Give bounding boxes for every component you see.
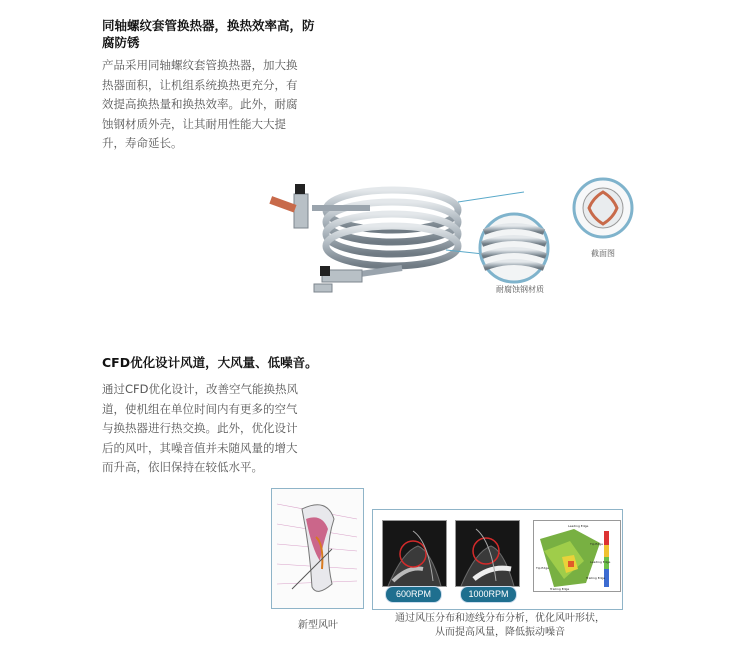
body-line: 道，使机组在单位时间内有更多的空气 (102, 401, 298, 416)
caption-line: 从而提高风量，降低振动噪音 (435, 627, 565, 638)
body-line: 与换热器进行热交换。此外，优化设计 (102, 421, 298, 435)
section1-title-line1: 同轴螺纹套管换热器，换热效率高，防 (102, 18, 315, 33)
body-line: 而升高，依旧保持在较低水平。 (102, 460, 263, 474)
body-line: 通过CFD优化设计，改善空气能换热风 (102, 382, 298, 396)
caption-section-view: 截面图 (591, 249, 615, 258)
section1-body (102, 56, 298, 154)
contour-label: Leading Edge (568, 524, 589, 528)
caption-analysis (380, 612, 620, 640)
fan-blade-image (272, 489, 363, 608)
pressure-contour-image (533, 520, 621, 592)
body-line: 产品采用同轴螺纹套管换热器，加大换 (102, 58, 298, 72)
blade-image-frame (271, 488, 364, 609)
contour-label: Trailing Edge (586, 576, 606, 580)
section1-title (102, 17, 315, 51)
coil-heat-exchanger-image (262, 170, 647, 310)
contour-label: Tip Edge (536, 566, 549, 570)
body-line: 蚀钢材质外壳，让其耐用性能大大提 (102, 116, 286, 131)
body-line: 效提高换热量和换热效率。此外，耐腐 (102, 97, 298, 111)
contour-label: Leading Edge (590, 560, 611, 564)
rpm-1000-badge: 1000RPM (460, 586, 517, 603)
contour-label: Trailing Edge (550, 587, 570, 591)
section2-body (102, 380, 298, 478)
section1-title-line2: 腐防锈 (102, 35, 140, 50)
caption-new-blade: 新型风叶 (298, 620, 338, 631)
body-line: 热器面积，让机组系统换热更充分，有 (102, 77, 298, 92)
rpm-600-badge: 600RPM (385, 586, 442, 603)
caption-line: 通过风压分布和迹线分布分析，优化风叶形状， (395, 613, 605, 624)
caption-corrosion: 耐腐蚀钢材质 (496, 285, 544, 294)
section2-title: CFD优化设计风道，大风量、低噪音。 (102, 355, 318, 370)
simulation-600rpm-image (382, 520, 447, 587)
contour-label: Tip Edge (590, 542, 603, 546)
simulation-1000rpm-image (455, 520, 520, 587)
body-line: 升，寿命延长。 (102, 136, 183, 150)
body-line: 后的风叶，其噪音值并未随风量的增大 (102, 440, 298, 455)
